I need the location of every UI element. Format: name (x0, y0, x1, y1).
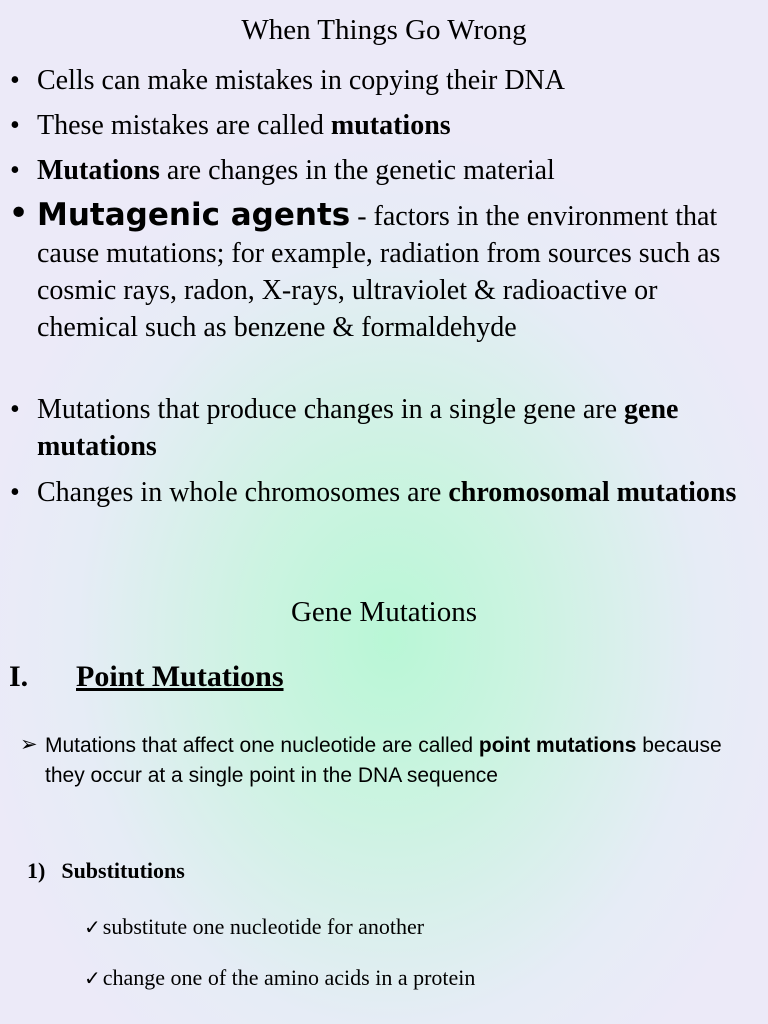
bullet-icon: • (8, 193, 30, 234)
checkmark-icon: ✓ (84, 966, 101, 990)
bullet-item: • These mistakes are called mutations (10, 107, 750, 144)
subsection-heading (27, 858, 185, 884)
arrow-bullet-icon: ➢ (20, 732, 38, 756)
bullet-item: • Changes in whole chromosomes are chromosomal mutations (10, 474, 750, 511)
bullet-item: • Cells can make mistakes in copying their DNA (10, 62, 750, 99)
bullet-icon: • (10, 65, 20, 96)
bullet-icon: • (10, 110, 20, 141)
heading-label: Point Mutations (76, 660, 284, 693)
checkmark-icon: ✓ (84, 915, 101, 939)
check-item: ✓change one of the amino acids in a protein (84, 965, 476, 990)
section-title: Gene Mutations (290, 596, 478, 628)
check-item: ✓substitute one nucleotide for another (84, 914, 425, 939)
bullet-item-mutagenic: • Mutagenic agents - factors in the environment that cause mutations; for example, radiation from sources such as cosmic rays, radon, X-rays, ultraviolet & radioactive or chemical such as benzene & formaldehyde (8, 193, 721, 343)
bullet-item: • Mutations are changes in the genetic material (10, 152, 750, 189)
bullet-item: • Mutations that produce changes in a single gene are gene mutations (10, 391, 750, 465)
heading-numeral: I. (9, 660, 29, 693)
bullet-icon: • (10, 394, 20, 425)
subsection-number: 1) (27, 858, 46, 883)
bullet-icon: • (10, 155, 20, 186)
page-title: When Things Go Wrong (241, 14, 527, 46)
point-mutation-note: ➢ Mutations that affect one nucleotide are called point mutations because they occur at a single point in the DNA sequence (20, 731, 728, 791)
bullet-icon: • (10, 477, 20, 508)
subsection-label: Substitutions (61, 858, 185, 883)
